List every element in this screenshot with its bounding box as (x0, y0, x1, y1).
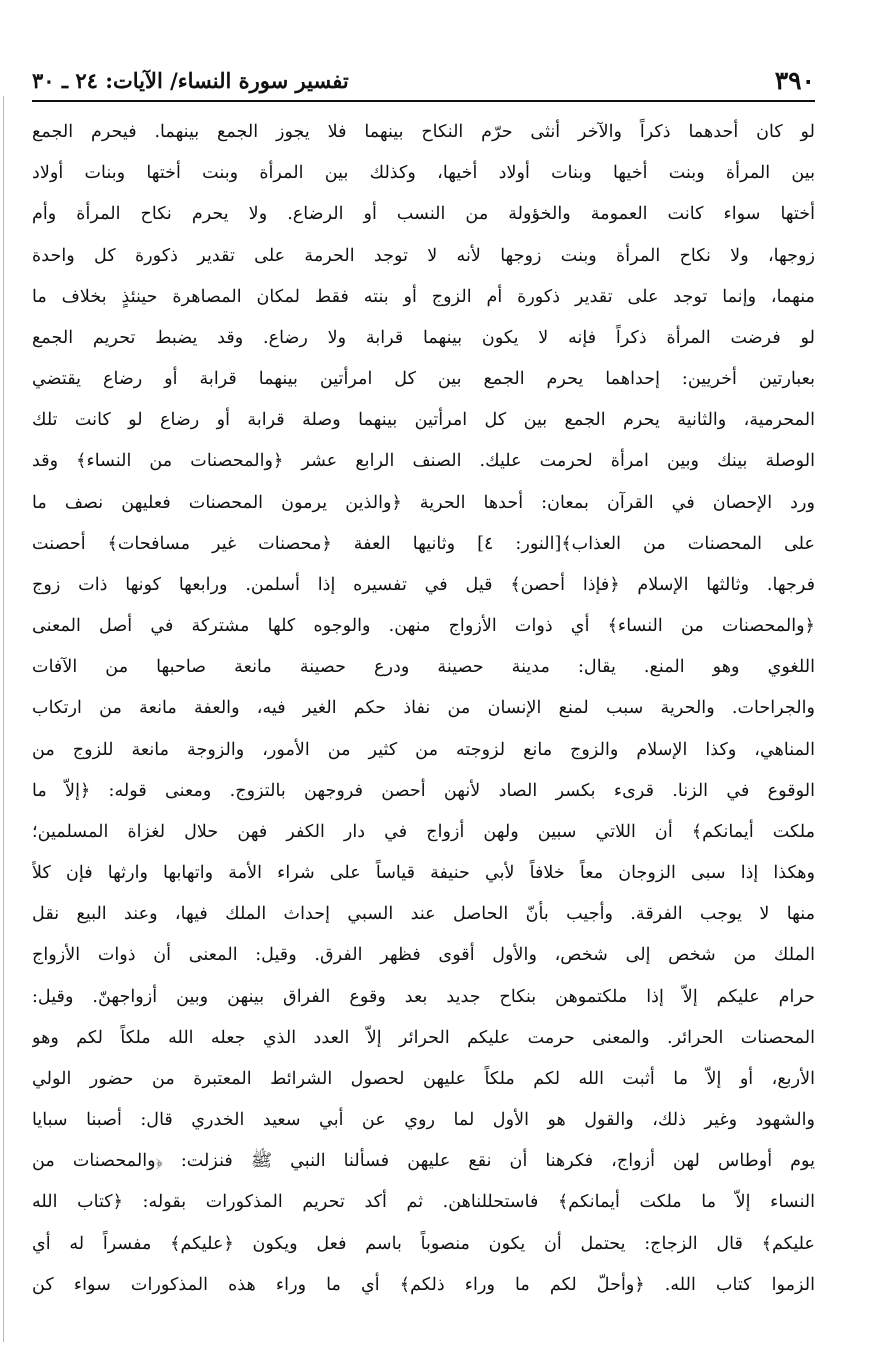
text-line: ورد الإحصان في القرآن بمعان: أحدها الحرية ﴿والذين يرمون المحصنات فعليهن نصف ما (32, 492, 815, 513)
text-line: ﴿والمحصنات من النساء﴾ أي ذوات الأزواج منهن. والوجوه كلها مشتركة في أصل المعنى (32, 616, 815, 637)
text-line: الملك من شخص إلى شخص، والأول أقوى فظهر الفرق. وقيل: المعنى أن ذوات الأزواج (32, 945, 815, 966)
text-line: يوم أوطاس لهن أزواج، فكرهنا أن نقع عليهن فسألنا النبي ﷺ فنزلت: ﴿والمحصنات من (32, 1151, 815, 1172)
text-line: لو فرضت المرأة ذكراً فإنه لا يكون بينهما قرابة ولا رضاع. وقد يضبط تحريم الجمع (32, 327, 815, 348)
text-line: بعبارتين أخريين: إحداهما يحرم الجمع بين كل امرأتين بينهما قرابة أو رضاع يقتضي (32, 369, 815, 390)
text-line: ملكت أيمانكم﴾ أن اللاتي سبين ولهن أزواج في دار الكفر فهن حلال لغزاة المسلمين؛ (32, 821, 815, 842)
text-line: منهما، وإنما توجد على تقدير ذكورة أم الزوج أو بنته فقط لمكان المصاهرة حينئذٍ بخلاف ما (32, 286, 815, 307)
text-line: الأربع، أو إلاّ ما أثبت الله لكم ملكاً عليهن لحصول الشرائط المعتبرة من حضور الولي (32, 1068, 815, 1089)
text-line: أختها سواء كانت العمومة والخؤولة من النسب أو الرضاع. ولا يحرم نكاح المرأة وأم (32, 204, 815, 225)
text-line: زوجها، ولا نكاح المرأة وبنت زوجها لأنه لا توجد الحرمة على تقدير ذكورة كل واحدة (32, 245, 815, 266)
text-line: عليكم﴾ قال الزجاج: يحتمل أن يكون منصوباً باسم فعل ويكون ﴿عليكم﴾ مفسراً له أي (32, 1233, 815, 1254)
text-line: بين المرأة وبنت أخيها وبنات أولاد أخيها، وكذلك بين المرأة وبنت أختها وبنات أولاد (32, 163, 815, 184)
text-line: الوصلة بينك وبين امرأة لحرمت عليك. الصنف الرابع عشر ﴿والمحصنات من النساء﴾ وقد (32, 451, 815, 472)
text-line: النساء إلاّ ما ملكت أيمانكم﴾ فاستحللناهن. ثم أكد تحريم المذكورات بقوله: ﴿كتاب الله (32, 1192, 815, 1213)
text-line: الزموا كتاب الله. ﴿وأحلّ لكم ما وراء ذلكم﴾ أي ما وراء هذه المذكورات سواء كن (32, 1274, 815, 1295)
text-line: المحرمية، والثانية يحرم الجمع بين كل امرأتين بينهما وصلة قرابة أو رضاع لو كانت تلك (32, 410, 815, 431)
text-line: الوقوع في الزنا. قرىء بكسر الصاد لأنهن أحصن فروجهن بالتزوج. ومعنى قوله: ﴿إلاّ ما (32, 780, 815, 801)
margin-rule (3, 96, 4, 1342)
text-line: والشهود وغير ذلك، والقول هو الأول لما روي عن أبي سعيد الخدري قال: أصبنا سبايا (32, 1110, 815, 1131)
text-line: حرام عليكم إلاّ إذا ملكتموهن بنكاح جديد بعد وقوع الفراق بينهن وبين أزواجهنّ. وقيل: (32, 986, 815, 1007)
text-line: والجراحات. والحرية سبب لمنع الإنسان من نفاذ حكم الغير فيه، والعفة مانعة من ارتكاب (32, 698, 815, 719)
text-line: على المحصنات من العذاب﴾[النور: ٤] وثانيها العفة ﴿محصنات غير مسافحات﴾ أحصنت (32, 533, 815, 554)
text-line: المحصنات الحرائر. والمعنى حرمت عليكم الحرائر إلاّ العدد الذي جعله الله ملكاً لكم وهو (32, 1027, 815, 1048)
text-line: منها لا يوجب الفرقة. وأجيب بأنّ الحاصل عند السبي إحداث الملك فيها، وعند البيع نقل (32, 904, 815, 925)
page-number: ٣٩٠ (774, 66, 815, 95)
text-line: المناهي، وكذا الإسلام والزوج مانع لزوجته من كثير من الأمور، والزوجة مانعة للزوج من (32, 739, 815, 760)
body-text (32, 112, 815, 1306)
page-header (32, 58, 815, 102)
text-line: وهكذا إذا سبى الزوجان معاً خلافاً لأبي حنيفة قياساً على شراء الأمة واتهابها وارثها فإن كلاً (32, 863, 815, 884)
text-line: لو كان أحدهما ذكراً والآخر أنثى حرّم النكاح بينهما فلا يجوز الجمع بينهما. فيحرم الجمع (32, 122, 815, 142)
text-line: اللغوي وهو المنع. يقال: مدينة حصينة ودرع حصينة مانعة صاحبها من الآفات (32, 657, 815, 678)
running-title: تفسير سورة النساء/ الآيات: ٢٤ ـ ٣٠ (32, 68, 349, 93)
text-line: فرجها. وثالثها الإسلام ﴿فإذا أحصن﴾ قيل في تفسيره إذا أسلمن. ورابعها كونها ذات زوج (32, 574, 815, 595)
